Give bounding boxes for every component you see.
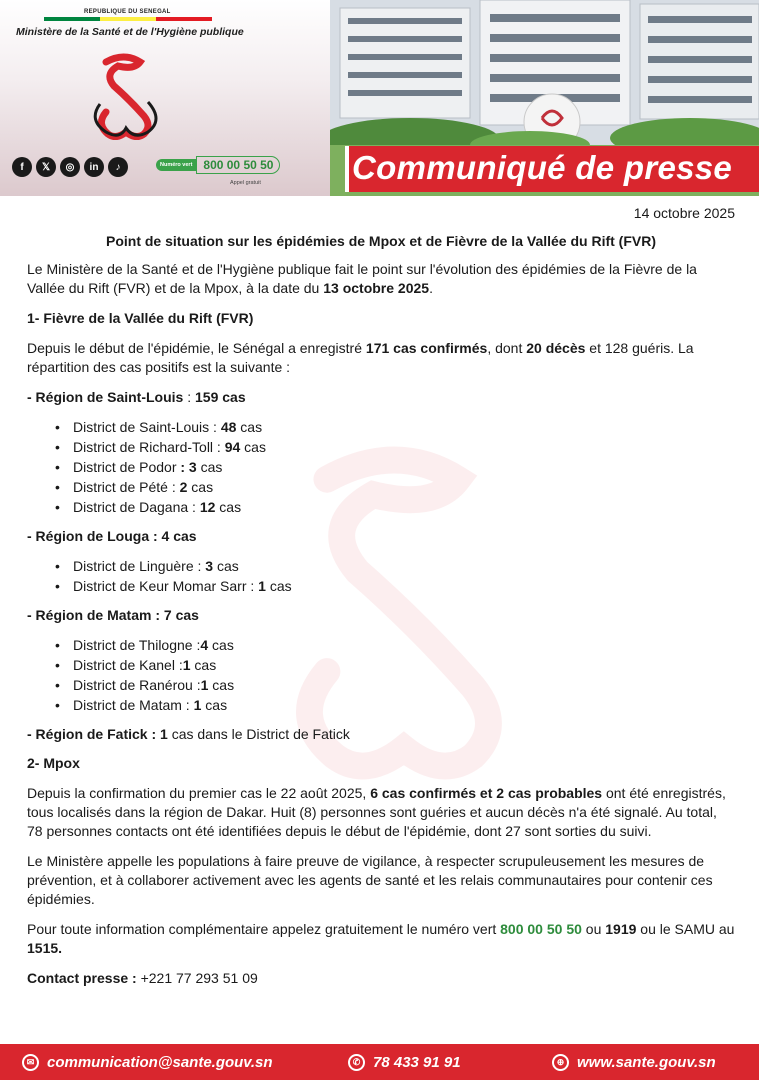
matam-districts xyxy=(55,635,735,715)
footer-bar xyxy=(0,1044,759,1080)
whatsapp-icon: ✆ xyxy=(348,1054,365,1071)
press-contact: Contact presse : +221 77 293 51 09 xyxy=(27,970,258,986)
list-item: • District de Linguère : 3 cas xyxy=(55,556,735,576)
website-text[interactable]: www.sante.gouv.sn xyxy=(577,1053,716,1071)
linkedin-icon[interactable]: in xyxy=(84,157,104,177)
saint-louis-districts xyxy=(55,417,735,517)
header xyxy=(0,0,759,196)
list-item: • District de Pété : 2 cas xyxy=(55,477,735,497)
phone-text[interactable]: 78 433 91 91 xyxy=(373,1053,461,1071)
social-icons xyxy=(12,157,128,177)
tiktok-icon[interactable]: ♪ xyxy=(108,157,128,177)
email-icon: ✉ xyxy=(22,1054,39,1071)
ministry-logo-icon xyxy=(86,52,164,145)
list-item: • District de Podor : 3 cas xyxy=(55,457,735,477)
region-saint-louis: - Région de Saint-Louis : 159 cas xyxy=(27,389,246,405)
green-number-value: 800 00 50 50 xyxy=(196,156,280,174)
region-louga: - Région de Louga : 4 cas xyxy=(27,528,197,544)
globe-icon: ⊕ xyxy=(552,1054,569,1071)
green-number xyxy=(156,156,280,174)
info-paragraph: Pour toute information complémentaire appelez gratuitement le numéro vert 800 00 50 50 ou 1919 ou le SAMU au 1515. xyxy=(27,921,735,956)
footer-email[interactable] xyxy=(22,1054,273,1071)
vigilance-paragraph: Le Ministère appelle les populations à faire preuve de vigilance, à respecter scrupuleusement les mesures de prévention, et à collaborer activement avec les agents de santé et les relais communautaires pour contenir ces épidémies. xyxy=(27,853,713,907)
document-title: Point de situation sur les épidémies de Mpox et de Fièvre de la Vallée du Rift (FVR) xyxy=(105,233,656,249)
list-item: • District de Richard-Toll : 94 cas xyxy=(55,437,735,457)
release-date: 14 octobre 2025 xyxy=(633,205,735,221)
senegal-flag-bar xyxy=(44,17,212,21)
list-item: • District de Dagana : 12 cas xyxy=(55,497,735,517)
section-mpox-title: 2- Mpox xyxy=(27,755,80,771)
x-twitter-icon[interactable]: 𝕏 xyxy=(36,157,56,177)
louga-districts xyxy=(55,556,735,596)
republic-label: REPUBLIQUE DU SENEGAL xyxy=(84,9,171,15)
green-number-badge: Numéro vert xyxy=(156,159,196,171)
email-text[interactable]: communication@sante.gouv.sn xyxy=(47,1053,273,1071)
list-item: • District de Matam : 1 cas xyxy=(55,695,735,715)
region-matam: - Région de Matam : 7 cas xyxy=(27,607,199,623)
mpox-paragraph: Depuis la confirmation du premier cas le 22 août 2025, 6 cas confirmés et 2 cas probables ont été enregistrés, tous localisés dans la région de Dakar. Huit (8) personnes sont guéries et aucun décès n'a été signalé. Au total, 78 personnes contacts ont été identifiées depuis le début de l'épidémie, dont 27 sont sorties du suivi. xyxy=(27,785,726,839)
facebook-icon[interactable]: f xyxy=(12,157,32,177)
instagram-icon[interactable]: ◎ xyxy=(60,157,80,177)
ministry-name: Ministère de la Santé et de l'Hygiène publique xyxy=(16,26,244,38)
list-item: • District de Saint-Louis : 48 cas xyxy=(55,417,735,437)
footer-phone[interactable] xyxy=(348,1054,461,1071)
press-title: Communiqué de presse xyxy=(352,149,733,186)
region-fatick: - Région de Fatick : 1 cas dans le District de Fatick xyxy=(27,726,350,742)
section-fvr-title: 1- Fièvre de la Vallée du Rift (FVR) xyxy=(27,310,254,326)
list-item: • District de Kanel :1 cas xyxy=(55,655,735,675)
list-item: • District de Keur Momar Sarr : 1 cas xyxy=(55,576,735,596)
list-item: • District de Thilogne :4 cas xyxy=(55,635,735,655)
list-item: • District de Ranérou :1 cas xyxy=(55,675,735,695)
footer-website[interactable] xyxy=(552,1054,716,1071)
fvr-summary: Depuis le début de l'épidémie, le Sénégal a enregistré 171 cas confirmés, dont 20 décès et 128 guéris. La répartition des cas positifs est la suivante : xyxy=(27,340,694,375)
free-call-label: Appel gratuit xyxy=(230,180,261,186)
intro-paragraph: Le Ministère de la Santé et de l'Hygiène publique fait le point sur l'évolution des épidémies de la Fièvre de la Vallée du Rift (FVR) et de la Mpox, à la date du 13 octobre 2025. xyxy=(27,261,697,296)
press-release-body xyxy=(27,204,735,999)
